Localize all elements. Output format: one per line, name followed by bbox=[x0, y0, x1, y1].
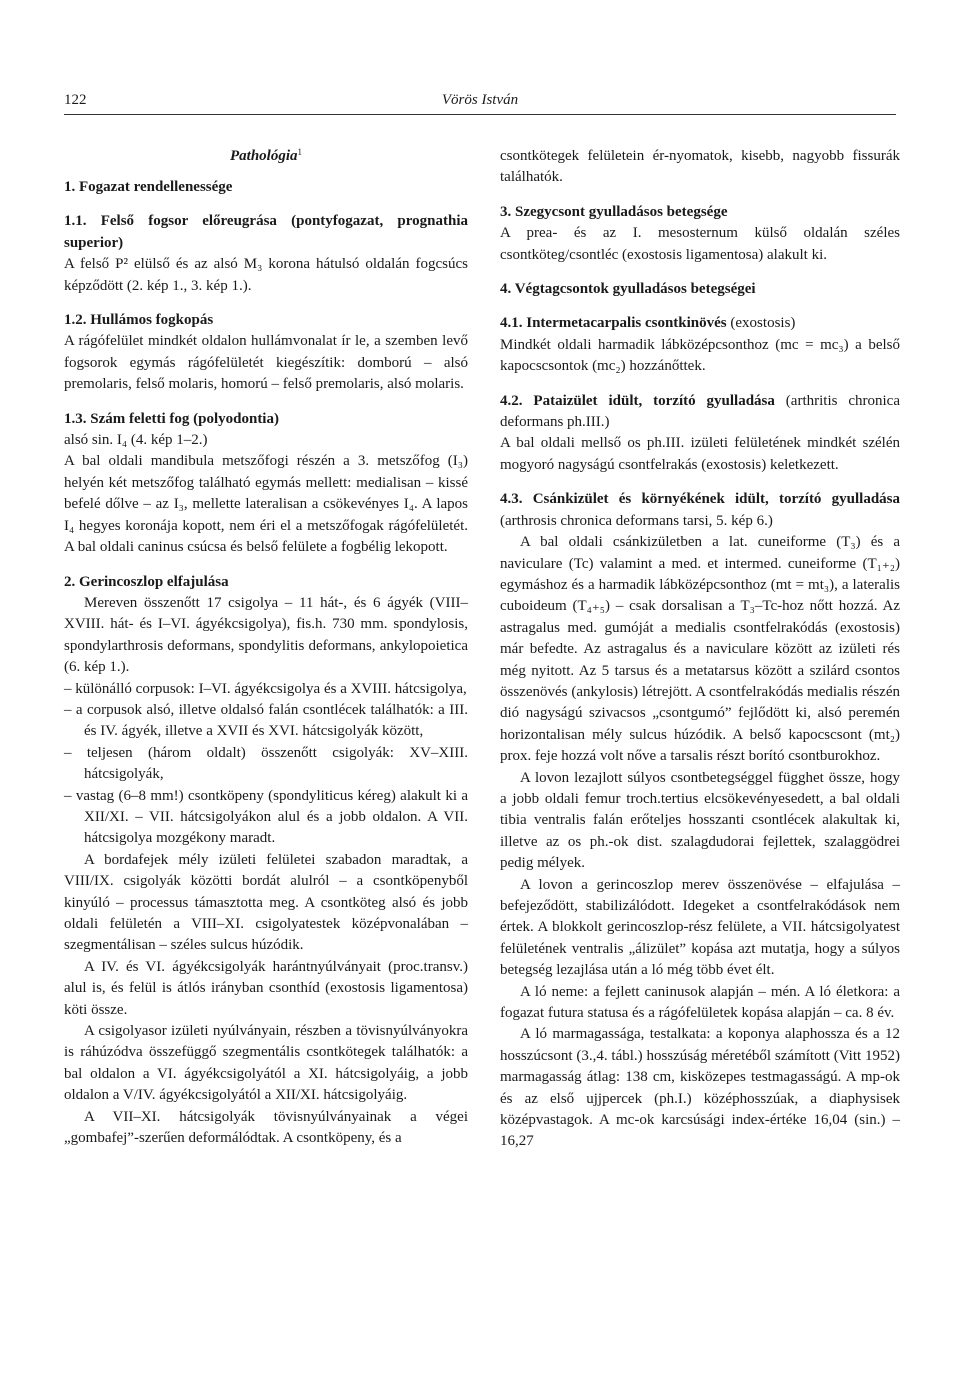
section-heading-2: 2. Gerincoszlop elfajulása bbox=[64, 573, 229, 590]
paragraph: A VII–XI. hátcsigolyák tövisnyúlványainak a végei „gombafej”-szerűen deformálódtak. A csontköpeny, és a bbox=[64, 1108, 468, 1147]
section-ref-1-3: alsó sin. I₄ (4. kép 1–2.) bbox=[64, 432, 208, 449]
footnote-marker: 1 bbox=[297, 147, 302, 157]
section-4-3-title bbox=[500, 489, 900, 532]
list-item: – különálló corpusok: I–VI. ágyékcsigolya és a XVIII. hátcsigolya, bbox=[64, 680, 467, 697]
section-heading-1-2: 1.2. Hullámos fogkopás bbox=[64, 312, 214, 329]
paragraph: A lovon lezajlott súlyos csontbetegséggel függhet össze, hogy a jobb oldali femur troch.tertius elcsökevényesedett, a bal oldali tibia ventralis falán erőteljes hosszanti csontlécek alakultak ki, illetve az os ph.-ok dist. szalagdudorai fejlettek, szalaggödrei pedig mélyek. bbox=[500, 769, 900, 872]
section-heading-4-2-tail: (arthritis chronica deformans ph.III.) bbox=[500, 392, 900, 431]
section-text-4-2: A bal oldali mellső os ph.III. izületi felületének mindkét szélén mogyoró nagyságú csontfelrakás (exostosis) keletkezett. bbox=[500, 435, 900, 473]
paragraph: A ló neme: a fejlett caninusok alapján – mén. A ló életkora: a fogazat futura statusa és a rágófelületek kopása alapján – ca. 8 év. bbox=[500, 983, 900, 1022]
section-text-2: Mereven összenőtt 17 csigolya – 11 hát-, és 6 ágyék (VIII–XVIII. hát- és I–VI. ágyékcsigolya), fis.h. 730 mm. spondylosis, spondylarthrosis deformans, spondylitis deformans, ankylopoietica (6. kép 1.). bbox=[64, 594, 468, 676]
section-heading-4-1-tail: (exostosis) bbox=[726, 315, 796, 332]
section-heading-1-3: 1.3. Szám feletti fog (polyodontia) bbox=[64, 410, 279, 427]
page-header bbox=[64, 92, 896, 115]
paragraph: A bordafejek mély izületi felületei szabadon maradtak, a VIII/IX. csigolyák közötti bordát alulról – a csontköpenyből kinyúló – processus támasztotta meg. A csontköteg alsó és jobb oldali felületén a VIII–XI. csigolyatestek középvonalában – szegmentálisan – széles sulcus húzódik. bbox=[64, 851, 468, 954]
section-4-1-title bbox=[500, 313, 900, 334]
paragraph: A ló marmagassága, testalkata: a koponya alaphossza és a 12 hosszúcsont (3.,4. tábl.) hosszúság méretéből számított (Vitt 1952) marmagasság átlag: 138 cm, kisközepes testmagasságú. A mp-ok és az első ujjpercek (ph.I.) középhosszúak, a diaphysisek középvastagok. A mc-ok karcsúsági index-értéke 16,04 (sin.) – 16,27 bbox=[500, 1026, 900, 1150]
section-heading-4-2: 4.2. Pataizület idült, torzító gyulladása bbox=[500, 392, 775, 409]
section-heading-4-1: 4.1. Intermetacarpalis csontkinövés bbox=[500, 315, 727, 332]
section-heading-3: 3. Szegycsont gyulladásos betegsége bbox=[500, 203, 728, 220]
list-item: – vastag (6–8 mm!) csontköpeny (spondyliticus kéreg) alakult ki a XII/XI. – VII. hátcsigolyákon alul és a jobb oldalon. A VII. hátcsigolya mozgékony maradt. bbox=[64, 787, 468, 847]
paragraph: A IV. és VI. ágyékcsigolyák harántnyúlványait (proc.transv.) alul is, és felül is átlós irányban csonthíd (exostosis ligamentosa) köti össze. bbox=[64, 958, 468, 1018]
section-text-1-3: A bal oldali mandibula metszőfogi részén a 3. metszőfog (I₃) helyén két metszőfog található egymás mellett: medialisan – kissé befelé dőlve – az I₃, mellette lateralisan a csökevényes I₄. A lapos I₄ hegyes koronája kopott, nem éri el a metszőfogak rágófelületét. A bal oldali caninus csúcsa és belső felülete a fogbélig lekopott. bbox=[64, 453, 468, 556]
section-text-1-1: A felső P² elülső és az alsó M₃ korona hátulsó oldalán fogcsúcs képződött (2. kép 1., 3. kép 1.). bbox=[64, 256, 468, 294]
paragraph: A bal oldali csánkizületben a lat. cuneiforme (T₃) és a naviculare (Tc) valamint a med. et intermed. cuneiforme (T₁₊₂) egymáshoz és a harmadik lábközépcsonthoz (mt = mt₃), a lateralis cuboideum (T₄₊₅) – csak dorsalisan a T₃–Tc-hoz nőtt hozzá. Az astragalus med. gumóját a medialis csontfelrakódás (exostosis) már befedte. Az astragalus és a naviculare között az izületi rés még nyitott. Az 5 tarsus és a metatarsus között a szilárd csontos összenövés (ankylosis) létrejött. A csontfelrakódás medialis részén dió nagyságú szivacsos „csontgumó” fejlődött ki, alsó peremén horizontalisan mély sulcus húzódik. A belső kapocscsont (mt₂) prox. feje hozzá volt nőve a tarsalis részt borító csontburokhoz. bbox=[500, 534, 900, 765]
left-column bbox=[64, 146, 468, 1149]
running-head-author: Vörös István bbox=[441, 92, 519, 108]
section-text-3: A prea- és az I. mesosternum külső oldalán széles csontköteg/csontléc (exostosis ligamentosa) alakult ki. bbox=[500, 225, 900, 263]
section-heading-1-1: 1.1. Felső fogsor előreugrása (pontyfogazat, prognathia superior) bbox=[64, 213, 468, 251]
continued-text: csontkötegek felületein ér-nyomatok, kisebb, nagyobb fissurák találhatók. bbox=[500, 148, 900, 186]
chapter-title bbox=[64, 146, 468, 167]
section-heading-4-3: 4.3. Csánkizület és környékének idült, torzító gyulladása bbox=[500, 491, 900, 508]
right-column bbox=[500, 146, 900, 1153]
section-heading-4-3-tail: (arthrosis chronica deformans tarsi, 5. kép 6.) bbox=[500, 512, 773, 529]
list-item: – teljesen (három oldalt) összenőtt csigolyák: XV–XIII. hátcsigolyák, bbox=[64, 744, 468, 783]
section-heading-1: 1. Fogazat rendellenessége bbox=[64, 179, 233, 195]
section-4-2-title bbox=[500, 391, 900, 434]
page-number: 122 bbox=[64, 92, 87, 108]
chapter-title-text: Pathológia bbox=[229, 148, 298, 164]
section-heading-4: 4. Végtagcsontok gyulladásos betegségei bbox=[500, 281, 756, 298]
list-item: – a corpusok alsó, illetve oldalsó falán csontlécek találhatók: a III. és IV. ágyék, illetve a XVII és XVI. hátcsigolyák között, bbox=[64, 701, 468, 740]
section-text-1-2: A rágófelület mindkét oldalon hullámvonalat ír le, a szemben levő fogsorok egymás rágófelületét kiegészítik: domború – alsó premolaris, felső molaris, homorú – felső premolaris, alsó molaris. bbox=[64, 333, 468, 393]
paragraph: A csigolyasor izületi nyúlványain, részben a tövisnyúlványokra is ráhúzódva összefüggő szegmentális csontkötegek találhatók: a bal oldalon a VI. ágyékcsigolyától a XI. hátcsigolyáig, a jobb oldalon a V/IV. ágyékcsigolyától a XII/XI. hátcsigolyáig. bbox=[64, 1023, 468, 1104]
section-text-4-1: Mindkét oldali harmadik lábközépcsonthoz (mc = mc₃) a belső kapocscsontok (mc₂) hozzánőttek. bbox=[500, 336, 900, 375]
paragraph: A lovon a gerincoszlop merev összenövése – elfajulása – befejeződött, stabilizálódott. Idegeket a csontfelrakódások nem értek. A blokkolt gerincoszlop-rész felülete, a VII. hátcsigolyatest felületének ventralis „álizület” kopása azt mutatja, hogy a súlyos betegség lezajlása után a ló még több évet élt. bbox=[500, 876, 900, 979]
